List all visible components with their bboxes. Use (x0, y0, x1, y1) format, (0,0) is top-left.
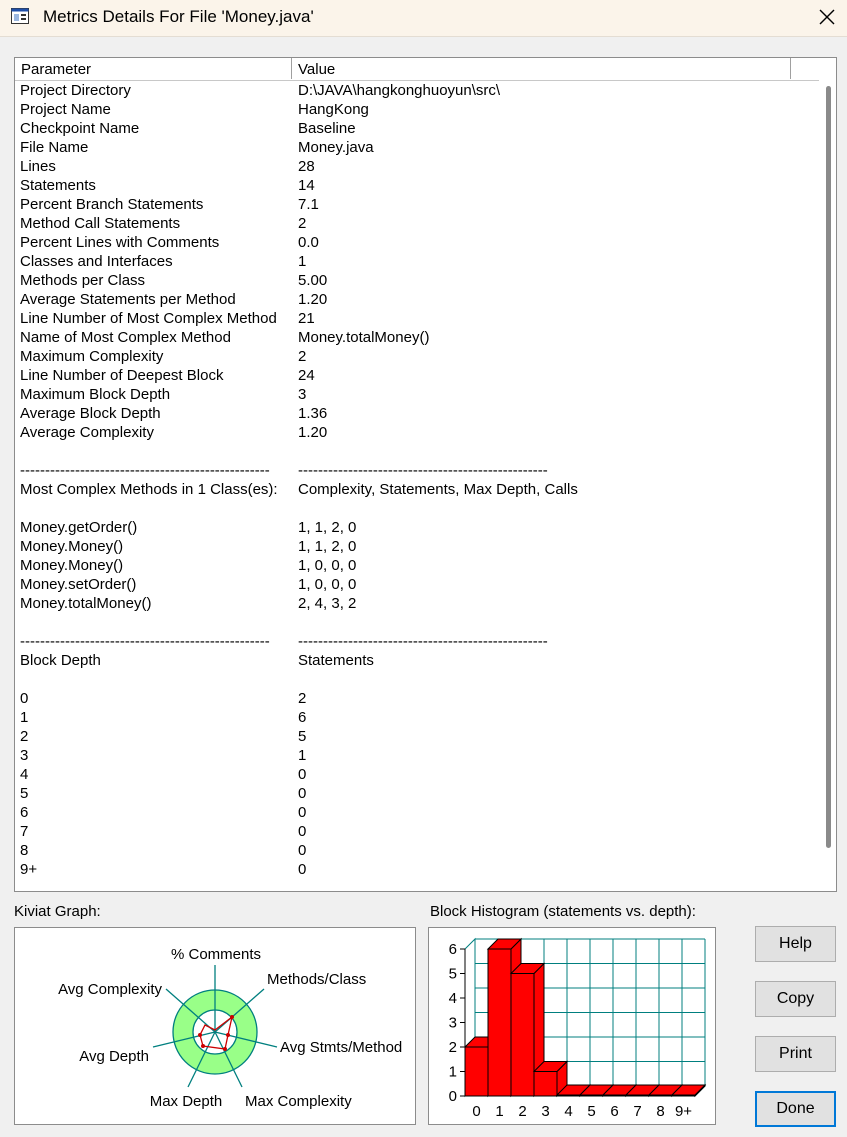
parameter-cell: 3 (20, 747, 29, 764)
value-cell: 14 (298, 177, 315, 194)
kiviat-point (223, 1047, 227, 1051)
bar (511, 974, 534, 1097)
value-cell: 0 (298, 804, 307, 821)
kiviat-axis-label: Max Complexity (245, 1093, 352, 1110)
value-cell: 21 (298, 310, 315, 327)
window-title: Metrics Details For File 'Money.java' (43, 7, 314, 26)
column-header-filler (791, 58, 819, 79)
kiviat-axis-label: Methods/Class (267, 971, 367, 988)
value-cell: -------------------------------------------------- (298, 462, 548, 479)
y-tick-label: 6 (448, 941, 457, 958)
list-item[interactable] (15, 195, 819, 214)
histogram-label: Block Histogram (statements vs. depth): (430, 903, 696, 920)
y-tick-label: 3 (448, 1014, 457, 1032)
list-item[interactable] (15, 860, 819, 879)
bar (488, 949, 511, 1096)
done-button[interactable]: Done (755, 1091, 836, 1127)
copy-button[interactable]: Copy (755, 981, 836, 1017)
kiviat-axis-label: % Comments (170, 946, 262, 963)
parameter-cell: 5 (20, 785, 29, 802)
kiviat-point (198, 1033, 202, 1037)
y-tick-label: 2 (448, 1039, 457, 1056)
value-cell: 0 (298, 842, 307, 859)
value-cell: 3 (298, 386, 307, 403)
parameter-cell: Line Number of Most Complex Method (20, 310, 277, 327)
value-cell: 0 (298, 766, 307, 783)
parameter-cell: Lines (20, 158, 56, 175)
list-item[interactable] (15, 328, 819, 347)
value-cell: 0 (298, 823, 307, 840)
print-button[interactable]: Print (755, 1036, 836, 1072)
value-cell: 0 (298, 861, 307, 878)
scrollbar-thumb[interactable] (826, 86, 831, 848)
list-item[interactable] (15, 537, 819, 556)
list-item[interactable] (15, 670, 819, 689)
value-cell: 24 (298, 367, 315, 384)
list-item[interactable] (15, 423, 819, 442)
list-item[interactable] (15, 708, 819, 727)
kiviat-point (226, 1033, 230, 1037)
bar (603, 1095, 626, 1096)
value-cell: 2 (298, 348, 307, 365)
parameter-cell: Checkpoint Name (20, 120, 140, 137)
value-cell: 0 (298, 785, 307, 802)
list-item[interactable] (15, 290, 819, 309)
x-tick-label: 0 (472, 1103, 481, 1120)
bar (465, 1047, 488, 1096)
list-item[interactable] (15, 138, 819, 157)
list-item[interactable] (15, 575, 819, 594)
x-tick-label: 5 (587, 1103, 596, 1120)
list-item[interactable] (15, 214, 819, 233)
parameter-cell: 8 (20, 842, 29, 859)
x-tick-label: 2 (518, 1103, 527, 1120)
histogram-panel (428, 927, 716, 1125)
parameter-cell: -------------------------------------------------- (20, 633, 270, 650)
value-cell: Complexity, Statements, Max Depth, Calls (298, 481, 578, 498)
parameter-cell: Classes and Interfaces (20, 253, 173, 270)
kiviat-axis-label: Avg Complexity (58, 981, 162, 998)
kiviat-panel (14, 927, 416, 1125)
value-cell: 1, 1, 2, 0 (298, 538, 357, 555)
list-item[interactable] (15, 461, 819, 480)
parameter-cell: 4 (20, 766, 29, 783)
list-header (15, 58, 819, 81)
value-cell: 2, 4, 3, 2 (298, 595, 357, 612)
bar (672, 1095, 695, 1096)
parameter-cell: File Name (20, 139, 89, 156)
list-item[interactable] (15, 252, 819, 271)
title-bar (0, 0, 847, 37)
value-cell: 1.20 (298, 291, 328, 308)
value-cell: 1 (298, 747, 307, 764)
y-tick-label: 4 (448, 990, 457, 1007)
list-item[interactable] (15, 233, 819, 252)
list-item[interactable] (15, 157, 819, 176)
value-cell: 0.0 (298, 234, 319, 251)
list-item[interactable] (15, 765, 819, 784)
bar (557, 1095, 580, 1096)
kiviat-axis-label: Avg Depth (79, 1048, 149, 1065)
bar (649, 1095, 672, 1096)
list-item[interactable] (15, 309, 819, 328)
y-tick-label: 0 (448, 1088, 457, 1105)
list-item[interactable] (15, 632, 819, 651)
parameter-cell: Average Complexity (20, 424, 154, 441)
x-tick-label: 3 (541, 1103, 550, 1120)
parameter-cell: 2 (20, 728, 29, 745)
list-item[interactable] (15, 271, 819, 290)
value-cell: Money.totalMoney() (298, 329, 430, 346)
bar (626, 1095, 649, 1096)
value-cell: 1, 1, 2, 0 (298, 519, 357, 536)
parameter-cell: Percent Branch Statements (20, 196, 204, 213)
x-tick-label: 7 (633, 1103, 642, 1120)
list-item[interactable] (15, 803, 819, 822)
list-item[interactable] (15, 594, 819, 613)
x-tick-label: 1 (495, 1103, 504, 1120)
parameter-cell: Line Number of Deepest Block (20, 367, 224, 384)
parameter-cell: 6 (20, 804, 29, 821)
parameter-cell: Money.totalMoney() (20, 595, 152, 612)
parameter-cell: 0 (20, 690, 29, 707)
list-item[interactable] (15, 841, 819, 860)
window-app-icon (11, 8, 29, 24)
list-item[interactable] (15, 822, 819, 841)
list-item[interactable] (15, 347, 819, 366)
parameter-cell: Average Block Depth (20, 405, 161, 422)
parameter-cell: Block Depth (20, 652, 101, 669)
parameter-cell: Project Name (20, 101, 111, 118)
x-tick-label: 9+ (674, 1103, 693, 1120)
value-cell: Money.java (298, 139, 374, 156)
value-cell: D:\JAVA\hangkonghuoyun\src\ (298, 82, 501, 99)
list-item[interactable] (15, 613, 819, 632)
kiviat-point (201, 1044, 205, 1048)
list-item[interactable] (15, 727, 819, 746)
value-cell: 7.1 (298, 196, 319, 213)
vertical-scrollbar[interactable] (819, 58, 836, 891)
parameter-cell: Most Complex Methods in 1 Class(es): (20, 481, 278, 498)
value-cell: -------------------------------------------------- (298, 633, 548, 650)
parameter-cell: Maximum Block Depth (20, 386, 171, 403)
list-item[interactable] (15, 499, 819, 518)
list-item[interactable] (15, 385, 819, 404)
kiviat-graph (15, 928, 415, 1124)
parameter-cell: Money.Money() (20, 538, 124, 555)
kiviat-axis-label: Avg Stmts/Method (280, 1039, 403, 1056)
list-item[interactable] (15, 442, 819, 461)
list-item[interactable] (15, 746, 819, 765)
value-cell: 5.00 (298, 272, 328, 289)
close-icon[interactable] (811, 2, 843, 32)
parameter-cell: Money.setOrder() (20, 576, 137, 593)
value-cell: 2 (298, 690, 307, 707)
parameter-cell: Statements (20, 177, 96, 194)
list-item[interactable] (15, 556, 819, 575)
parameter-cell: Name of Most Complex Method (20, 329, 231, 346)
y-tick-label: 5 (448, 965, 457, 983)
value-cell: HangKong (298, 101, 369, 118)
list-item[interactable] (15, 689, 819, 708)
value-cell: 28 (298, 158, 315, 175)
kiviat-axis-label: Max Depth (149, 1093, 223, 1110)
x-tick-label: 4 (564, 1103, 573, 1120)
value-cell: 2 (298, 215, 307, 232)
value-cell: Statements (298, 652, 374, 669)
parameter-cell: Percent Lines with Comments (20, 234, 220, 251)
value-cell: 1 (298, 253, 307, 270)
x-tick-label: 6 (610, 1103, 619, 1120)
column-header-parameter[interactable]: Parameter (15, 58, 292, 79)
value-cell: 5 (298, 728, 307, 745)
metrics-list[interactable] (14, 57, 837, 892)
y-tick-label: 1 (448, 1063, 457, 1081)
bar (580, 1095, 603, 1096)
list-item[interactable] (15, 119, 819, 138)
value-cell: 1, 0, 0, 0 (298, 557, 357, 574)
value-cell: 6 (298, 709, 307, 726)
list-item[interactable] (15, 81, 819, 100)
value-cell: 1.36 (298, 405, 328, 422)
column-header-value[interactable]: Value (292, 58, 791, 79)
bar (534, 1072, 557, 1097)
list-item[interactable] (15, 176, 819, 195)
parameter-cell: 1 (20, 709, 29, 726)
parameter-cell: Maximum Complexity (20, 348, 164, 365)
list-item[interactable] (15, 366, 819, 385)
value-cell: Baseline (298, 120, 356, 137)
kiviat-label: Kiviat Graph: (14, 903, 101, 920)
list-item[interactable] (15, 480, 819, 499)
list-item[interactable] (15, 100, 819, 119)
list-item[interactable] (15, 784, 819, 803)
parameter-cell: Money.Money() (20, 557, 124, 574)
parameter-cell: Method Call Statements (20, 215, 181, 232)
list-item[interactable] (15, 518, 819, 537)
x-tick-label: 8 (656, 1103, 665, 1120)
value-cell: 1.20 (298, 424, 328, 441)
parameter-cell: -------------------------------------------------- (20, 462, 270, 479)
parameter-cell: Project Directory (20, 82, 131, 99)
parameter-cell: Money.getOrder() (20, 519, 138, 536)
list-rows (15, 81, 819, 879)
kiviat-point (230, 1015, 234, 1019)
parameter-cell: 9+ (20, 861, 38, 878)
help-button[interactable]: Help (755, 926, 836, 962)
parameter-cell: Methods per Class (20, 272, 146, 289)
list-item[interactable] (15, 651, 819, 670)
value-cell: 1, 0, 0, 0 (298, 576, 357, 593)
parameter-cell: Average Statements per Method (20, 291, 236, 308)
block-histogram (429, 928, 715, 1124)
parameter-cell: 7 (20, 823, 29, 840)
list-item[interactable] (15, 404, 819, 423)
